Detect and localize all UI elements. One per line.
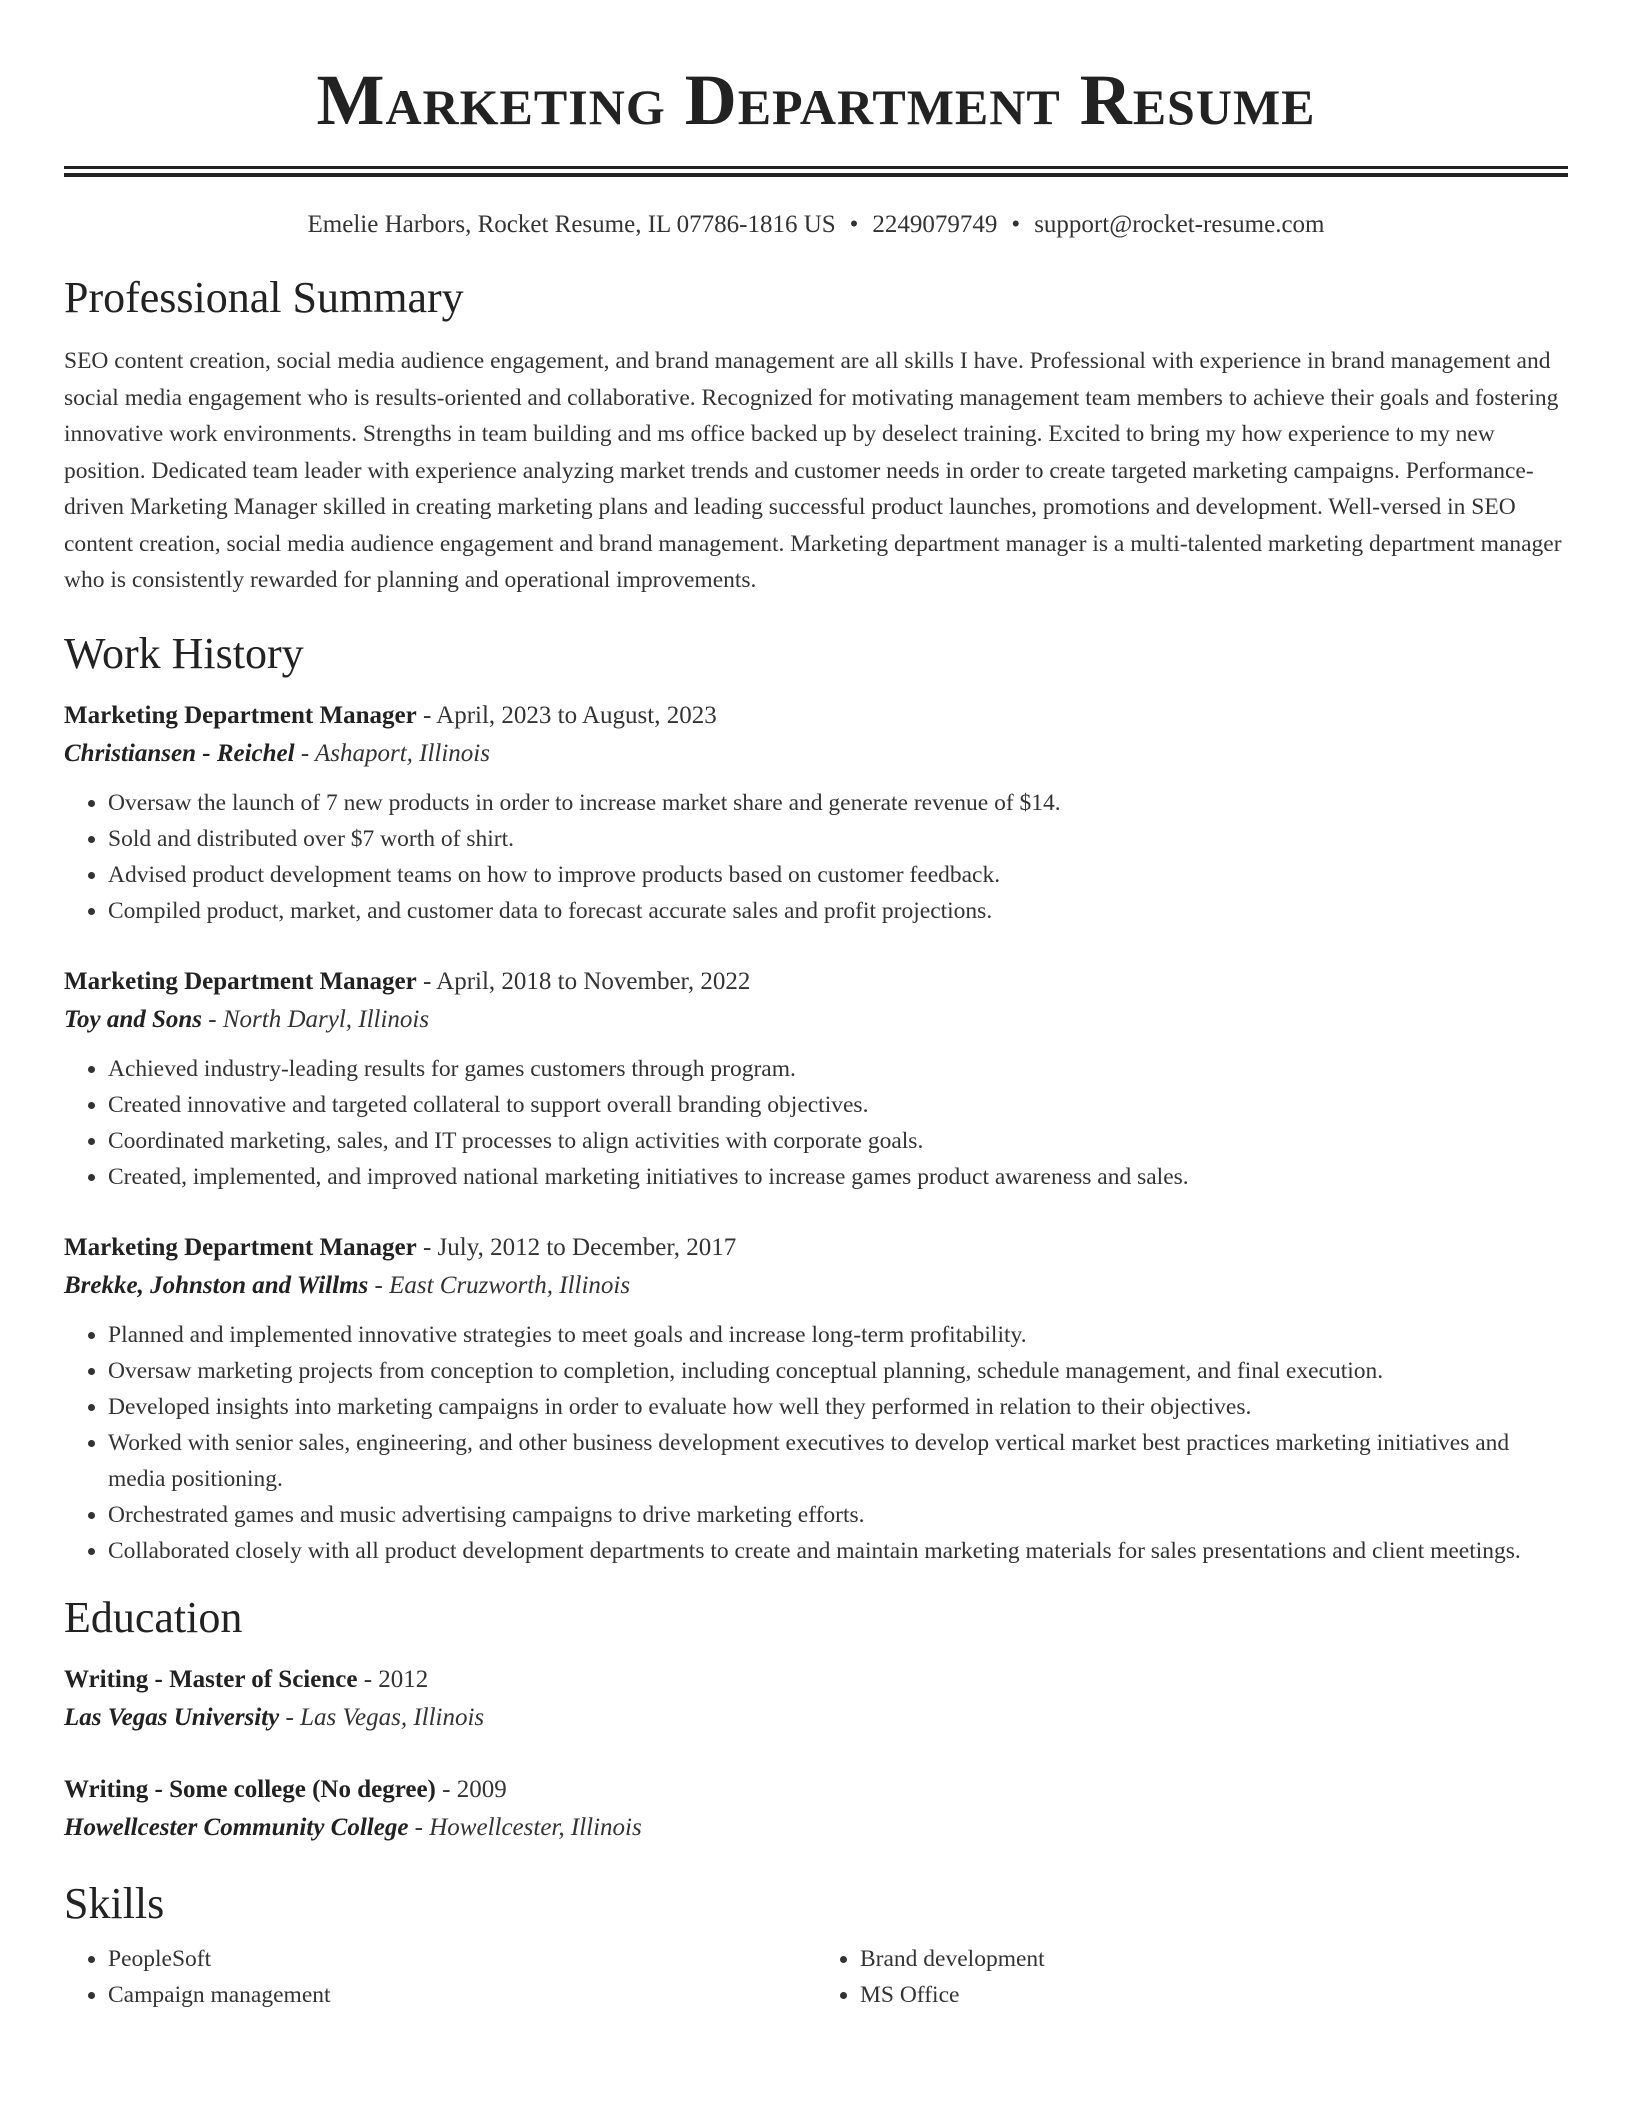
degree-line: [64, 1771, 1568, 1809]
contact-phone: 2249079749: [872, 211, 998, 238]
education-section: [64, 1591, 1568, 1847]
education-entry: [64, 1771, 1568, 1847]
contact-separator: •: [849, 211, 859, 238]
job-location: - North Daryl, Illinois: [202, 1005, 430, 1033]
job-company: Christiansen - Reichel: [64, 739, 295, 767]
school-location: - Howellcester, Illinois: [408, 1813, 642, 1841]
section-heading-work-history: Work History: [64, 628, 304, 678]
list-item: • Compiled product, market, and customer data to forecast accurate sales and profit projections.: [108, 893, 1568, 929]
section-heading-skills: Skills: [64, 1878, 165, 1928]
job-company-line: [64, 1267, 1568, 1305]
list-item: • Developed insights into marketing campaigns in order to evaluate how well they performed in relation to their objectives.: [108, 1389, 1568, 1425]
degree: Writing - Master of Science: [64, 1665, 358, 1693]
resume-title: Marketing Department Resume: [316, 60, 1316, 140]
job-bullets: [64, 785, 1568, 929]
list-item: • Sold and distributed over $7 worth of shirt.: [108, 821, 1568, 857]
list-item: • Collaborated closely with all product development departments to create and maintain marketing materials for sales presentations and client meetings.: [108, 1533, 1568, 1569]
job-title-line: [64, 697, 1568, 735]
job-company-line: [64, 735, 1568, 773]
job-company: Toy and Sons: [64, 1005, 203, 1033]
list-item: • Oversaw marketing projects from conception to completion, including conceptual planning, schedule management, and final execution.: [108, 1353, 1568, 1389]
job-entry: [64, 963, 1568, 1195]
job-entry: [64, 1229, 1568, 1569]
school-name: Las Vegas University: [64, 1703, 280, 1731]
job-dates: - July, 2012 to December, 2017: [416, 1233, 737, 1261]
degree-line: [64, 1661, 1568, 1699]
summary-text: SEO content creation, social media audience engagement, and brand management are all skills I have. Professional with experience in brand management and social media engagement who is results-oriented and collaborative. Recognized for motivating management team members to achieve their goals and fostering innovative work environments. Strengths in team building and ms office backed up by deselect training. Excited to bring my how experience to my new position. Dedicated team leader with experience analyzing market trends and customer needs in order to create targeted marketing campaigns. Performance-driven Marketing Manager skilled in creating marketing plans and leading successful product launches, promotions and development. Well-versed in SEO content creation, social media audience engagement and brand management. Marketing department manager is a multi-talented marketing department manager who is consistently rewarded for planning and operational improvements.: [64, 348, 1562, 593]
school-line: [64, 1699, 1568, 1737]
list-item: • Advised product development teams on how to improve products based on customer feedback.: [108, 857, 1568, 893]
graduation-year: - 2009: [435, 1775, 507, 1803]
contact-address: Emelie Harbors, Rocket Resume, IL 07786-1816 US: [307, 211, 836, 238]
work-history-section: [64, 627, 1568, 1569]
skills-grid: [64, 1941, 1568, 2013]
skills-section: [64, 1877, 1568, 2013]
list-item: • Coordinated marketing, sales, and IT processes to align activities with corporate goals.: [108, 1123, 1568, 1159]
school-line: [64, 1809, 1568, 1847]
degree: Writing - Some college (No degree): [64, 1775, 436, 1803]
graduation-year: - 2012: [357, 1665, 429, 1693]
skills-column-left: [64, 1941, 816, 2013]
school-name: Howellcester Community College: [64, 1813, 409, 1841]
list-item: • Created, implemented, and improved national marketing initiatives to increase games product awareness and sales.: [108, 1159, 1568, 1195]
job-title: Marketing Department Manager: [64, 701, 417, 729]
job-title-line: [64, 963, 1568, 1001]
education-entry: [64, 1661, 1568, 1737]
skill-item: • PeopleSoft: [108, 1941, 816, 1977]
section-heading-summary: Professional Summary: [64, 273, 464, 322]
contact-separator: •: [1011, 211, 1021, 238]
job-dates: - April, 2018 to November, 2022: [416, 967, 751, 995]
list-item: • Created innovative and targeted collateral to support overall branding objectives.: [108, 1087, 1568, 1123]
job-location: - East Cruzworth, Illinois: [368, 1271, 631, 1299]
title-divider: [64, 166, 1568, 177]
list-item: • Worked with senior sales, engineering, and other business development executives to develop vertical market best practices marketing initiatives and media positioning.: [108, 1425, 1568, 1497]
contact-line: [64, 209, 1568, 241]
skill-item: • Brand development: [860, 1941, 1568, 1977]
job-title: Marketing Department Manager: [64, 967, 417, 995]
job-location: - Ashaport, Illinois: [294, 739, 490, 767]
list-item: • Achieved industry-leading results for games customers through program.: [108, 1051, 1568, 1087]
list-item: • Planned and implemented innovative strategies to meet goals and increase long-term profitability.: [108, 1317, 1568, 1353]
list-item: • Orchestrated games and music advertising campaigns to drive marketing efforts.: [108, 1497, 1568, 1533]
contact-email: support@rocket-resume.com: [1034, 211, 1325, 238]
job-company: Brekke, Johnston and Willms: [64, 1271, 369, 1299]
professional-summary-section: [64, 271, 1568, 599]
skills-column-right: [816, 1941, 1568, 2013]
job-title-line: [64, 1229, 1568, 1267]
job-bullets: [64, 1051, 1568, 1195]
job-title: Marketing Department Manager: [64, 1233, 417, 1261]
section-heading-education: Education: [64, 1592, 243, 1642]
job-bullets: [64, 1317, 1568, 1569]
skill-item: • Campaign management: [108, 1977, 816, 2013]
job-entry: [64, 697, 1568, 929]
skill-item: • MS Office: [860, 1977, 1568, 2013]
job-dates: - April, 2023 to August, 2023: [416, 701, 717, 729]
school-location: - Las Vegas, Illinois: [279, 1703, 485, 1731]
list-item: • Oversaw the launch of 7 new products in order to increase market share and generate revenue of $14.: [108, 785, 1568, 821]
job-company-line: [64, 1001, 1568, 1039]
